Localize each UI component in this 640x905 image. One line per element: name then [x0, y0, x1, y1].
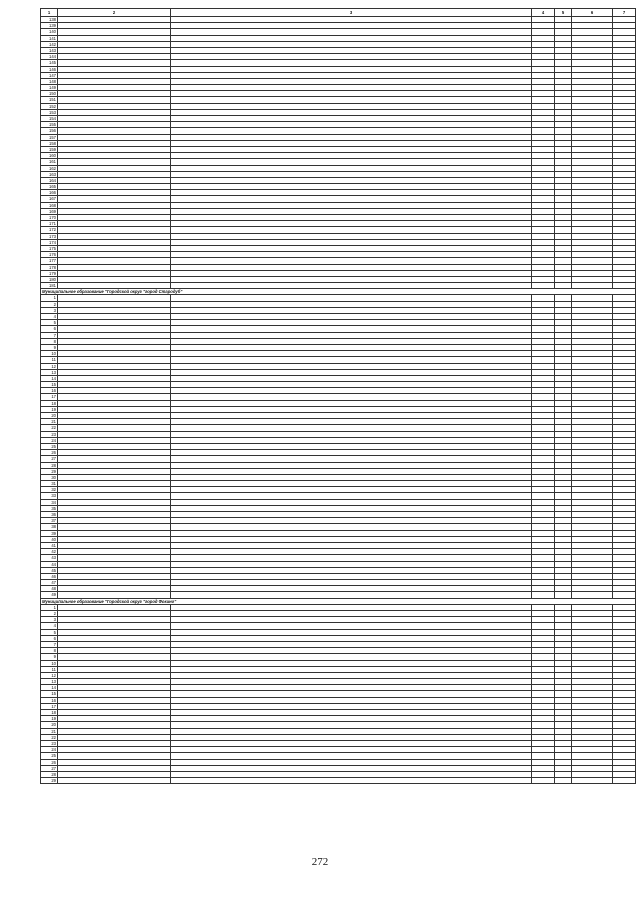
row-number-cell: 28: [41, 462, 58, 468]
work-type-cell: [171, 778, 532, 784]
row-number-cell: 162: [41, 165, 58, 171]
row-number-cell: 3: [41, 617, 58, 623]
row-number-cell: 180: [41, 276, 58, 282]
row-number-cell: 152: [41, 103, 58, 109]
row-number-cell: 2: [41, 611, 58, 617]
row-number-cell: 163: [41, 171, 58, 177]
column-number: 2: [58, 9, 171, 17]
row-number-cell: 168: [41, 202, 58, 208]
row-number-cell: 32: [41, 487, 58, 493]
row-number-cell: 150: [41, 91, 58, 97]
row-number-cell: 154: [41, 116, 58, 122]
register-rows: [41, 17, 636, 784]
row-number-cell: 31: [41, 481, 58, 487]
row-number-cell: 7: [41, 641, 58, 647]
row-number-cell: 24: [41, 437, 58, 443]
row-number-cell: 11: [41, 357, 58, 363]
column-number: 1: [41, 9, 58, 17]
row-number-cell: 21: [41, 728, 58, 734]
row-number-cell: 29: [41, 468, 58, 474]
row-number-cell: 27: [41, 456, 58, 462]
row-number-cell: 144: [41, 54, 58, 60]
section-title: Муниципальное образование "Городской округ "город Стародуб": [41, 289, 636, 295]
row-number-cell: 172: [41, 227, 58, 233]
row-number-cell: 16: [41, 697, 58, 703]
row-number-cell: 35: [41, 505, 58, 511]
row-number-cell: 12: [41, 672, 58, 678]
row-number-cell: 10: [41, 351, 58, 357]
row-number-cell: 22: [41, 425, 58, 431]
row-number-cell: 145: [41, 60, 58, 66]
row-number-cell: 15: [41, 691, 58, 697]
row-number-cell: 166: [41, 190, 58, 196]
row-number-cell: 13: [41, 679, 58, 685]
row-number-cell: 158: [41, 140, 58, 146]
row-number-cell: 6: [41, 326, 58, 332]
row-number-cell: 159: [41, 146, 58, 152]
row-number-cell: 6: [41, 635, 58, 641]
row-number-cell: 36: [41, 512, 58, 518]
address-cell: [58, 778, 171, 784]
row-number-cell: 40: [41, 536, 58, 542]
row-number-cell: 140: [41, 29, 58, 35]
extra-cell: [613, 778, 636, 784]
row-number-cell: 22: [41, 734, 58, 740]
row-number-cell: 7: [41, 332, 58, 338]
row-number-cell: 13: [41, 369, 58, 375]
row-number-cell: 147: [41, 72, 58, 78]
row-number-cell: 25: [41, 443, 58, 449]
row-number-cell: 165: [41, 184, 58, 190]
row-number-cell: 39: [41, 530, 58, 536]
row-number-cell: 11: [41, 666, 58, 672]
row-number-cell: 173: [41, 233, 58, 239]
row-number-cell: 151: [41, 97, 58, 103]
year-built-cell: [532, 778, 555, 784]
row-number-cell: 38: [41, 524, 58, 530]
row-number-cell: 8: [41, 648, 58, 654]
period-cell: [572, 778, 613, 784]
row-number-cell: 139: [41, 23, 58, 29]
column-number-row: [41, 9, 636, 17]
row-number-cell: 48: [41, 586, 58, 592]
register-table: [40, 8, 636, 784]
row-number-cell: 153: [41, 109, 58, 115]
row-number-cell: 1: [41, 604, 58, 610]
row-number-cell: 29: [41, 778, 58, 784]
row-number-cell: 141: [41, 35, 58, 41]
row-number-cell: 27: [41, 765, 58, 771]
row-number-cell: 177: [41, 258, 58, 264]
row-number-cell: 5: [41, 629, 58, 635]
row-number-cell: 45: [41, 567, 58, 573]
row-number-cell: 25: [41, 753, 58, 759]
row-number-cell: 28: [41, 771, 58, 777]
row-number-cell: 2: [41, 301, 58, 307]
table-row: [41, 778, 636, 784]
row-number-cell: 24: [41, 747, 58, 753]
row-number-cell: 17: [41, 394, 58, 400]
row-number-cell: 26: [41, 450, 58, 456]
row-number-cell: 174: [41, 239, 58, 245]
row-number-cell: 23: [41, 431, 58, 437]
column-number: 7: [613, 9, 636, 17]
column-number: 6: [572, 9, 613, 17]
row-number-cell: 21: [41, 419, 58, 425]
row-number-cell: 169: [41, 208, 58, 214]
row-number-cell: 46: [41, 573, 58, 579]
row-number-cell: 44: [41, 561, 58, 567]
register-sheet: [40, 8, 626, 784]
floors-cell: [555, 778, 572, 784]
row-number-cell: 9: [41, 344, 58, 350]
row-number-cell: 161: [41, 159, 58, 165]
row-number-cell: 157: [41, 134, 58, 140]
row-number-cell: 33: [41, 493, 58, 499]
row-number-cell: 164: [41, 177, 58, 183]
row-number-cell: 16: [41, 388, 58, 394]
row-number-cell: 42: [41, 549, 58, 555]
row-number-cell: 146: [41, 66, 58, 72]
row-number-cell: 4: [41, 623, 58, 629]
row-number-cell: 26: [41, 759, 58, 765]
row-number-cell: 4: [41, 314, 58, 320]
row-number-cell: 3: [41, 307, 58, 313]
row-number-cell: 181: [41, 283, 58, 289]
row-number-cell: 156: [41, 128, 58, 134]
row-number-cell: 18: [41, 400, 58, 406]
row-number-cell: 179: [41, 270, 58, 276]
column-number: 3: [171, 9, 532, 17]
row-number-cell: 167: [41, 196, 58, 202]
row-number-cell: 148: [41, 78, 58, 84]
row-number-cell: 155: [41, 122, 58, 128]
row-number-cell: 176: [41, 252, 58, 258]
row-number-cell: 15: [41, 382, 58, 388]
row-number-cell: 23: [41, 740, 58, 746]
row-number-cell: 142: [41, 41, 58, 47]
row-number-cell: 170: [41, 215, 58, 221]
row-number-cell: 12: [41, 363, 58, 369]
row-number-cell: 1: [41, 295, 58, 301]
row-number-cell: 49: [41, 592, 58, 598]
row-number-cell: 20: [41, 722, 58, 728]
row-number-cell: 178: [41, 264, 58, 270]
row-number-cell: 5: [41, 320, 58, 326]
row-number-cell: 17: [41, 703, 58, 709]
page-number: 272: [311, 856, 329, 868]
row-number-cell: 19: [41, 716, 58, 722]
row-number-cell: 143: [41, 47, 58, 53]
row-number-cell: 149: [41, 85, 58, 91]
row-number-cell: 14: [41, 375, 58, 381]
row-number-cell: 18: [41, 710, 58, 716]
row-number-cell: 175: [41, 245, 58, 251]
row-number-cell: 37: [41, 518, 58, 524]
row-number-cell: 8: [41, 338, 58, 344]
row-number-cell: 160: [41, 153, 58, 159]
row-number-cell: 30: [41, 474, 58, 480]
row-number-cell: 14: [41, 685, 58, 691]
row-number-cell: 34: [41, 499, 58, 505]
column-number: 5: [555, 9, 572, 17]
row-number-cell: 47: [41, 580, 58, 586]
row-number-cell: 10: [41, 660, 58, 666]
row-number-cell: 9: [41, 654, 58, 660]
section-title: Муниципальное образование "Городской округ "город Фокино": [41, 598, 636, 604]
row-number-cell: 171: [41, 221, 58, 227]
row-number-cell: 41: [41, 542, 58, 548]
row-number-cell: 19: [41, 406, 58, 412]
row-number-cell: 138: [41, 17, 58, 23]
row-number-cell: 43: [41, 555, 58, 561]
row-number-cell: 20: [41, 413, 58, 419]
column-number: 4: [532, 9, 555, 17]
